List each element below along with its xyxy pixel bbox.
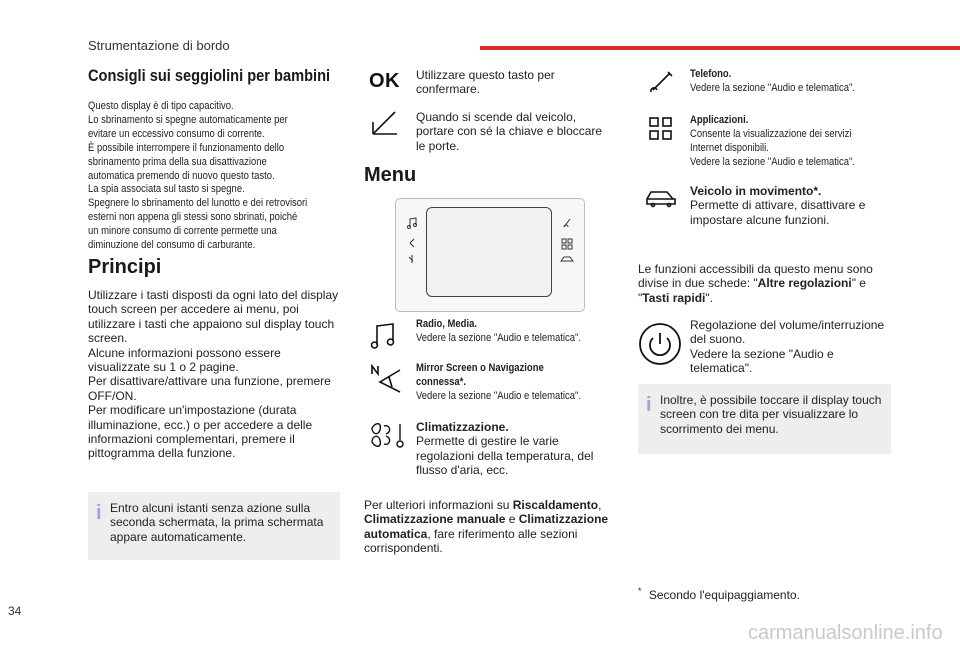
tabs-post: ".	[705, 290, 713, 305]
footnote	[638, 586, 800, 602]
menu-item-applications	[690, 114, 910, 170]
page-number: 34	[8, 604, 22, 618]
volume-description: Regolazione del volume/interruzione del suono. Vedere la sezione "Audio e telematica".	[690, 318, 885, 376]
tabs-mid: " e "	[638, 276, 866, 305]
menu-item-radio-title: Radio, Media.	[416, 318, 477, 330]
info-note-right	[638, 384, 891, 454]
screen-side-icons	[406, 217, 576, 267]
menu-item-vehicle	[690, 184, 890, 227]
tab-shortcuts: Tasti rapidi	[642, 290, 706, 305]
menu-item-phone-desc: Vedere la sezione "Audio e telematica".	[690, 81, 856, 94]
music-note-icon	[369, 320, 399, 350]
ok-icon: OK	[369, 70, 400, 92]
car-icon	[645, 188, 677, 210]
menu-title: Menu	[364, 164, 417, 186]
menu-item-vehicle-title: Veicolo in movimento*.	[690, 184, 822, 198]
back-arrow-icon	[370, 110, 398, 136]
header-accent-bar	[480, 46, 960, 50]
menu-item-radio	[416, 318, 626, 346]
further-info-post: , fare riferimento alle sezioni corrispondenti.	[364, 526, 578, 556]
tabs-paragraph	[638, 262, 888, 305]
menu-item-mirror-desc: Vedere la sezione "Audio e telematica".	[416, 389, 582, 402]
info-icon: i	[96, 502, 102, 524]
info-note-right-text: Inoltre, è possibile toccare il display touch screen con tre dita per visualizzare lo scorrimento dei menu.	[660, 393, 882, 436]
further-info-heating: Riscaldamento	[512, 498, 599, 512]
menu-item-mirror-screen	[416, 362, 626, 404]
further-info-manual-ac: Climatizzazione manuale	[364, 512, 506, 527]
menu-item-climate	[416, 420, 626, 478]
tabs-pre: Le funzioni accessibili da questo menu sono divise in due schede: "	[638, 262, 873, 291]
phone-icon	[648, 70, 674, 96]
navigation-icon	[370, 364, 404, 394]
menu-item-applications-title: Applicazioni.	[690, 114, 749, 126]
further-info-paragraph	[364, 498, 624, 556]
applications-grid-icon	[648, 116, 674, 142]
info-icon: i	[646, 394, 652, 416]
watermark: carmanualsonline.info	[748, 622, 943, 644]
menu-item-phone	[690, 68, 910, 96]
footnote-mark: *	[638, 586, 642, 596]
menu-item-mirror-title: Mirror Screen o Navigazione connessa*.	[416, 362, 544, 388]
menu-item-climate-desc: Permette di gestire le varie regolazioni della temperatura, del flusso d'aria, ecc.	[416, 434, 594, 478]
further-info-pre: Per ulteriori informazioni su	[364, 498, 513, 512]
capacitive-display-paragraph: Questo display è di tipo capacitivo. Lo sbrinamento si spegne automaticamente per evitare un eccessivo consumo di corrente. È possibile interrompere il funzionamento dello sbrinamento prima della sua disattivazione automatica premendo di nuovo questo tasto. La spia associata sul tasto si spegne. Spegnere lo sbrinamento del lunotto e dei retrovisori esterni non appena gli stessi sono sbrinati, poiché un minore consumo di corrente permette una diminuzione del consumo di carburante.	[88, 100, 308, 252]
menu-item-vehicle-desc: Permette di attivare, disattivare e impostare alcune funzioni.	[690, 198, 866, 227]
further-info-and: e	[505, 512, 519, 527]
tab-other-settings: Altre regolazioni	[757, 276, 852, 291]
info-note-left-text: Entro alcuni istanti senza azione sulla seconda schermata, la prima schermata appare automaticamente.	[110, 501, 324, 544]
menu-item-phone-title: Telefono.	[690, 68, 732, 80]
fan-icon	[368, 420, 406, 450]
principles-paragraph: Utilizzare i tasti disposti da ogni lato del display touch screen per accedere ai menu, poi utilizzare i tasti che appaiono sul display touch screen. Alcune informazioni possono essere visualizzate su 1 o 2 pagine. Per disattivare/attivare una funzione, premere OFF/ON. Per modificare un'impostazione (durata illuminazione, ecc.) o per accedere a delle informazioni complementari, premere il pittogramma della funzione.	[88, 288, 339, 461]
back-description: Quando si scende dal veicolo, portare con sé la chiave e bloccare le porte.	[416, 110, 603, 153]
touchscreen-illustration	[395, 198, 585, 312]
child-seat-title: Consigli sui seggiolini per bambini	[88, 66, 331, 85]
section-header: Strumentazione di bordo	[88, 38, 230, 53]
ok-description: Utilizzare questo tasto per confermare.	[416, 68, 555, 97]
power-volume-icon	[638, 322, 682, 366]
menu-item-radio-desc: Vedere la sezione "Audio e telematica".	[416, 331, 582, 344]
further-info-auto-ac: Climatizzazione automatica	[364, 512, 609, 541]
info-note-left	[88, 492, 340, 560]
footnote-text: Secondo l'equipaggiamento.	[648, 588, 800, 602]
menu-item-climate-title: Climatizzazione.	[416, 420, 509, 434]
further-info-comma: ,	[598, 498, 602, 512]
menu-item-applications-desc: Consente la visualizzazione dei servizi Internet disponibili. Vedere la sezione "Audio e telematica".	[690, 127, 856, 168]
principles-title: Principi	[88, 256, 162, 278]
